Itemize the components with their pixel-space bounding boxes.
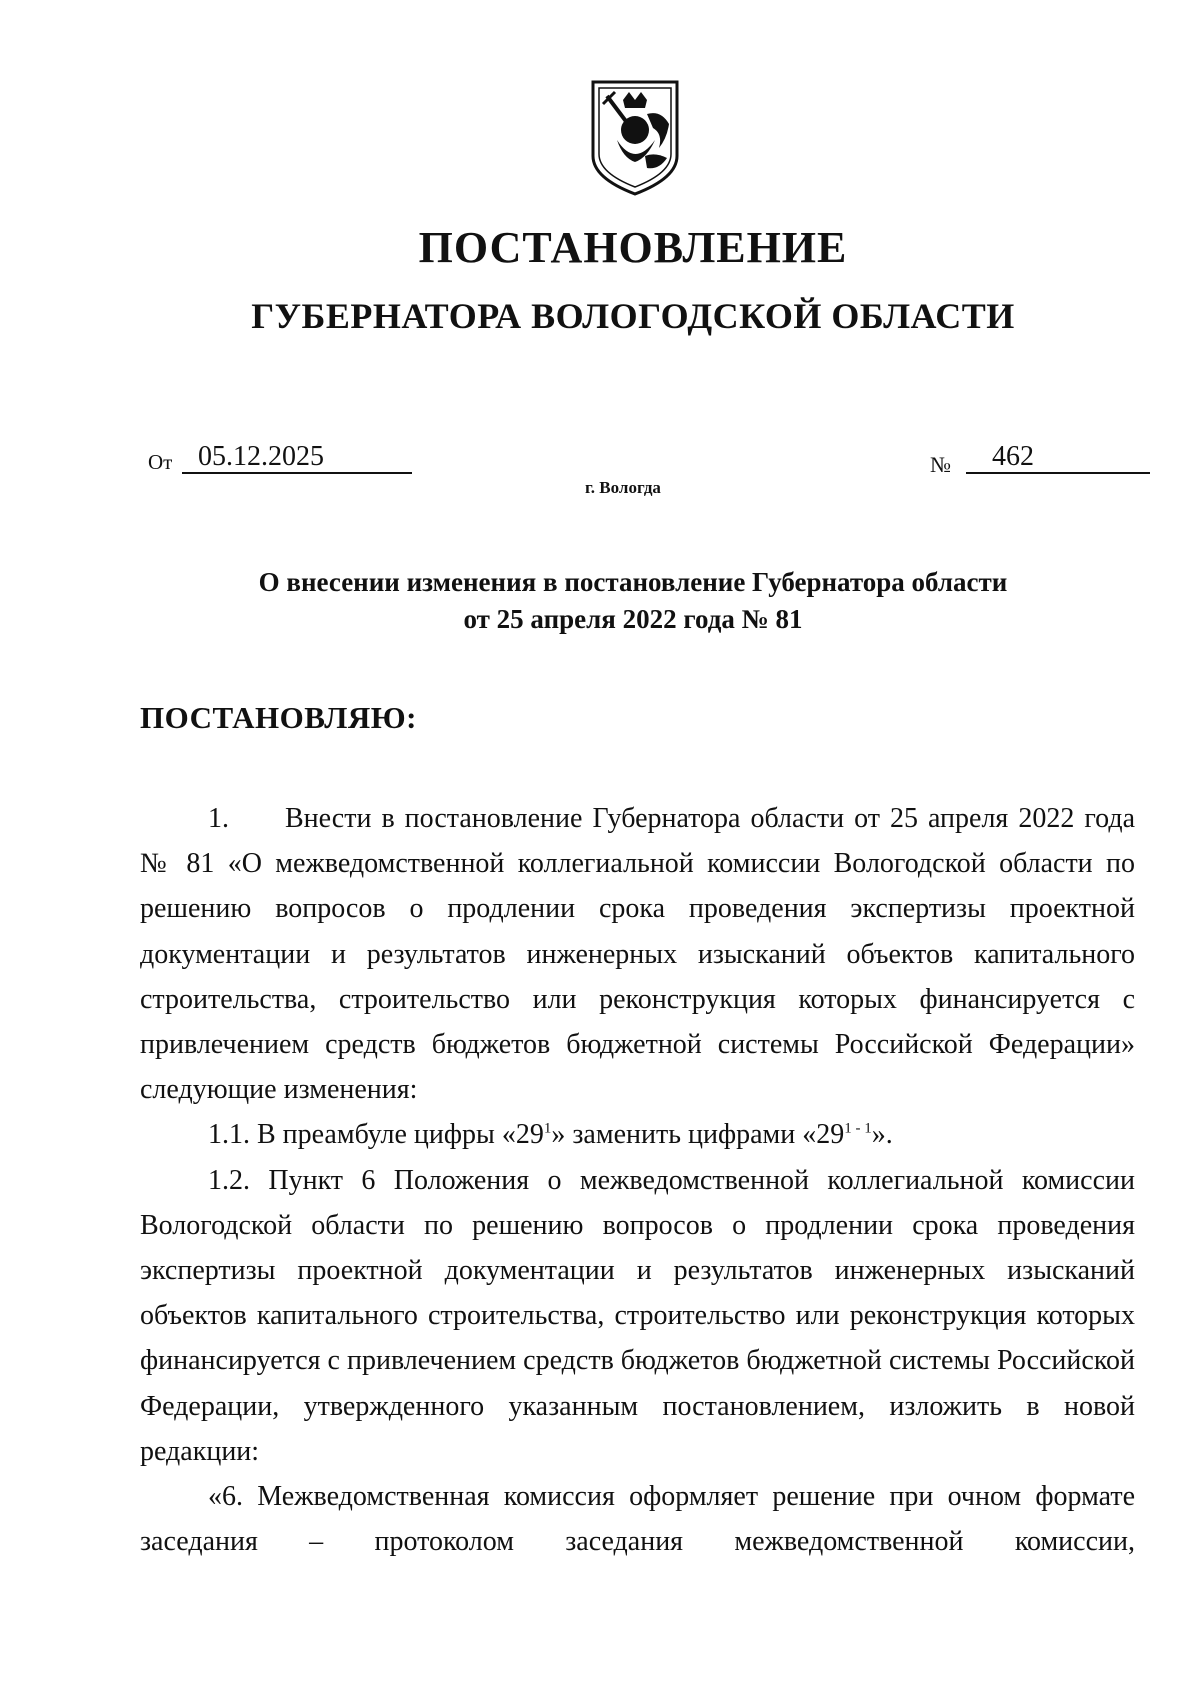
- date-prefix: От: [148, 450, 173, 474]
- paragraph-1-text: Внести в постановление Губернатора области от 25 апреля 2022 года № 81 «О межведомственной коллегиальной комиссии Вологодской области по решению вопросов о продлении срока проведения экспертизы проектной документации и результатов инженерных изысканий объектов капитального строительства, строительство или реконструкция которых финансируется с привлечением средств бюджетов бюджетной системы Российской Федерации» следующие изменения:: [140, 803, 1135, 1106]
- resolve-heading: ПОСТАНОВЛЯЮ:: [140, 700, 417, 735]
- paragraph-1-1: [140, 1112, 1135, 1157]
- paragraph-6-quote: «6. Межведомственная комиссия оформляет решение при очном формате заседания – протоколом заседания межведомственной комиссии,: [140, 1481, 1135, 1558]
- paragraph-1: [140, 796, 1135, 1112]
- document-subject: [0, 564, 1200, 638]
- document-body: [140, 796, 1135, 1564]
- document-title: ПОСТАНОВЛЕНИЕ: [418, 223, 848, 272]
- superscript-1: 1: [543, 1121, 552, 1138]
- city-label: г. Вологда: [585, 478, 661, 497]
- document-number: 462: [966, 442, 1150, 474]
- subject-line-2: от 25 апреля 2022 года № 81: [463, 604, 803, 634]
- number-prefix: №: [930, 452, 951, 477]
- paragraph-1-2: 1.2. Пункт 6 Положения о межведомственной коллегиальной комиссии Вологодской области по решению вопросов о продлении срока проведения экспертизы проектной документации и результатов инженерных изысканий объектов капитального строительства, строительство или реконструкция которых финансируется с привлечением средств бюджетов бюджетной системы Российской Федерации, утвержденного указанным постановлением, изложить в новой редакции:: [140, 1164, 1135, 1467]
- paragraph-1-1-part-c: ».: [871, 1119, 893, 1151]
- document-issuer: ГУБЕРНАТОРА ВОЛОГОДСКОЙ ОБЛАСТИ: [251, 296, 1015, 336]
- subject-line-1: О внесении изменения в постановление Губернатора области: [258, 567, 1008, 597]
- superscript-1-1: 1 - 1: [844, 1121, 872, 1138]
- document-date: 05.12.2025: [182, 442, 412, 474]
- paragraph-1-number: 1.: [208, 803, 229, 834]
- vologda-coat-of-arms-icon: [589, 78, 681, 198]
- paragraph-1-1-part-a: 1.1. В преамбуле цифры «29: [208, 1119, 544, 1151]
- paragraph-1-1-part-b: » заменить цифрами «29: [551, 1119, 845, 1151]
